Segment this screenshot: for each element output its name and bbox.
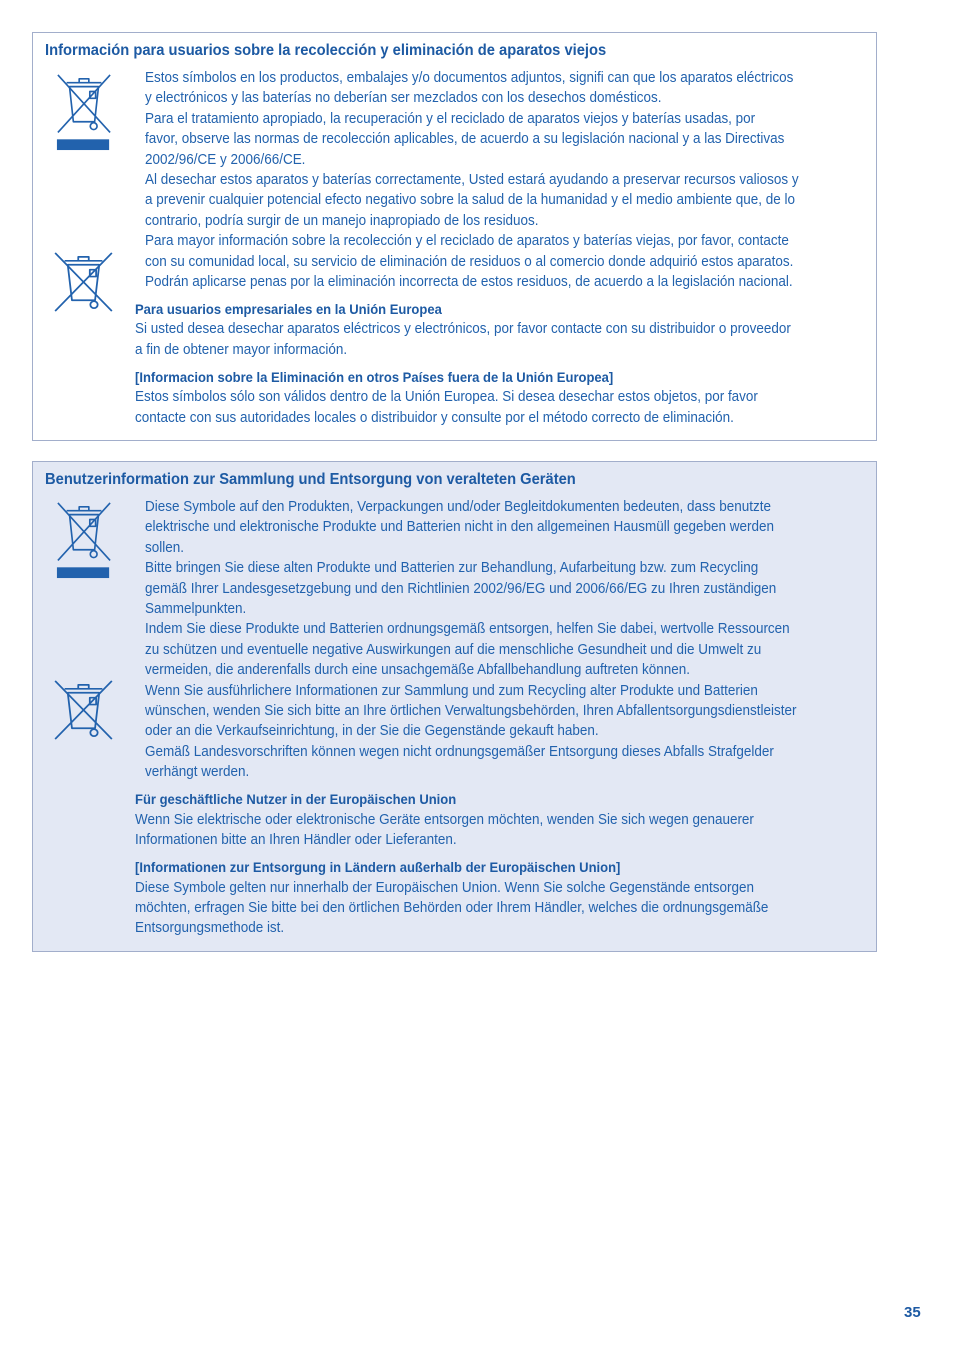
body-line: Para el tratamiento apropiado, la recuperación y el reciclado de aparatos viejos y baterías usadas, por <box>145 110 756 127</box>
body-line: Estos símbolos sólo son válidos dentro de la Unión Europea. Si desea desechar estos objetos, por favor <box>135 389 758 406</box>
outside-eu-section <box>135 367 870 428</box>
body-line: verhängt werden. <box>145 764 250 781</box>
bin-graphic <box>55 253 112 311</box>
crossed-out-wheelie-bin-icon <box>52 250 115 315</box>
bin-graphic <box>55 681 112 739</box>
body-line: a fin de obtener mayor información. <box>135 341 348 358</box>
body-line: Entsorgungsmethode ist. <box>135 920 285 937</box>
body-line: a prevenir cualquier potencial efecto negativo sobre la salud de la humanidad y el medio ambiente que, de lo <box>145 192 795 209</box>
title-container <box>45 470 870 490</box>
body-line: Gemäß Landesvorschriften können wegen nicht ordnungsgemäßer Entsorgung dieses Abfalls Strafgelder <box>145 743 774 760</box>
body-line: Estos símbolos en los productos, embalajes y/o documentos adjuntos, signifi can que los aparatos eléctricos <box>145 70 794 86</box>
subsection-heading: Für geschäftliche Nutzer in der Europäischen Union <box>135 791 457 808</box>
crossed-out-wheelie-bin-with-bar-icon <box>55 72 113 152</box>
body-line: y electrónicos y las baterías no deberían ser mezclados con los desechos domésticos. <box>145 90 662 107</box>
spanish-disposal-info-box <box>32 32 877 441</box>
body-line: Informationen bitte an Ihren Händler oder Lieferanten. <box>135 832 457 849</box>
business-users-section <box>135 299 870 360</box>
body-line: contrario, podría surgir de un manejo inapropiado de los residuos. <box>145 212 539 229</box>
german-disposal-info-box <box>32 461 877 952</box>
subsection-heading: [Informacion sobre la Eliminación en otros Países fuera de la Unión Europea] <box>135 368 614 385</box>
body-line: Podrán aplicarse penas por la eliminación incorrecta de estos residuos, de acuerdo a la legislación nacional. <box>145 274 793 291</box>
section-title: Información para usuarios sobre la recolección y eliminación de aparatos viejos <box>45 42 607 59</box>
body-line: möchten, erfragen Sie bitte bei den örtlichen Behörden oder Ihrem Händler, welches die ordnungsgemäße <box>135 899 769 916</box>
body-line: con su comunidad local, su servicio de eliminación de residuos o al comercio donde adquirió estos aparatos. <box>145 253 794 270</box>
bin-graphic <box>58 503 110 561</box>
body-line: Wenn Sie ausführlichere Informationen zur Sammlung und zum Recycling alter Produkte und Batterien <box>145 682 758 699</box>
crossed-out-wheelie-bin-with-bar-icon <box>55 500 113 580</box>
body-line: Wenn Sie elektrische oder elektronische Geräte entsorgen möchten, wenden Sie sich wegen genauerer <box>135 811 754 828</box>
solid-bar-mark <box>57 139 109 150</box>
body-line: Si usted desea desechar aparatos eléctricos y electrónicos, por favor contacte con su distribuidor o proveedor <box>135 321 791 338</box>
crossed-out-wheelie-bin-icon <box>52 678 115 743</box>
outside-eu-section <box>135 857 870 939</box>
text-column <box>135 68 870 428</box>
body-line: Diese Symbole gelten nur innerhalb der Europäischen Union. Wenn Sie solche Gegenstände entsorgen <box>135 879 754 896</box>
page-number: 35 <box>904 1304 921 1321</box>
body-line: Al desechar estos aparatos y baterías correctamente, Usted estará ayudando a preservar recursos valiosos y <box>145 172 799 189</box>
body-line: Bitte bringen Sie diese alten Produkte und Batterien zur Behandlung, Aufarbeitung bzw. zum Recycling <box>145 560 759 577</box>
title-container <box>45 41 870 61</box>
intro-text <box>145 68 870 292</box>
body-line: zu schützen und eventuelle negative Auswirkungen auf die menschliche Gesundheit und die Umwelt zu <box>145 641 762 658</box>
text-column <box>135 497 870 939</box>
body-line: favor, observe las normas de recolección aplicables, de acuerdo a su legislación nacional y a las Directivas <box>145 131 785 148</box>
subsection-heading: [Informationen zur Entsorgung in Ländern außerhalb der Europäischen Union] <box>135 859 621 876</box>
business-users-section <box>135 789 870 850</box>
body-line: contacte con sus autoridades locales o distribuidor y consulte por el método correcto de eliminación. <box>135 409 734 426</box>
body-line: elektrische und elektronische Produkte und Batterien nicht in den allgemeinen Hausmüll gegeben werden <box>145 519 774 536</box>
body-line: Diese Symbole auf den Produkten, Verpackungen und/oder Begleitdokumenten bedeuten, dass benutzte <box>145 499 772 515</box>
body-line: 2002/96/CE y 2006/66/CE. <box>145 151 306 168</box>
section-title: Benutzerinformation zur Sammlung und Entsorgung von veralteten Geräten <box>45 471 576 488</box>
body-line: wünschen, wenden Sie sich bitte an Ihre örtlichen Verwaltungsbehörden, Ihren Abfallentsorgungsdienstleister <box>145 703 797 720</box>
body-line: Indem Sie diese Produkte und Batterien ordnungsgemäß entsorgen, helfen Sie dabei, wertvolle Ressourcen <box>145 621 790 638</box>
body-line: oder an die Verkaufseinrichtung, in der Sie die Gegenstände gekauft haben. <box>145 723 599 740</box>
body-line: Para mayor información sobre la recolección y el reciclado de aparatos y baterías viejas, por favor, contacte <box>145 233 789 250</box>
bin-graphic <box>58 75 110 133</box>
body-line: vermeiden, die anderenfalls durch eine unsachgemäße Abfallbehandlung auftreten können. <box>145 662 691 679</box>
body-line: sollen. <box>145 539 184 556</box>
body-line: gemäß Ihrer Landesgesetzgebung und den Richtlinien 2002/96/EG und 2006/66/EG zu Ihren zuständigen <box>145 580 777 597</box>
solid-bar-mark <box>57 567 109 578</box>
subsection-heading: Para usuarios empresariales en la Unión Europea <box>135 301 442 318</box>
body-line: Sammelpunkten. <box>145 601 247 618</box>
intro-text <box>145 497 870 783</box>
